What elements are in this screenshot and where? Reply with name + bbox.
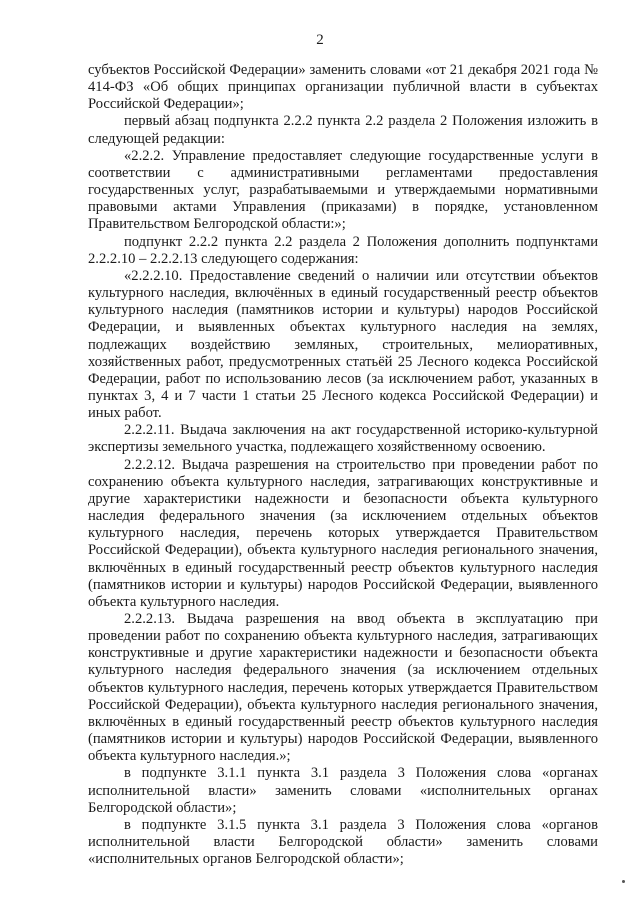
paragraph-amendment-2-2-2-first: первый абзац подпункта 2.2.2 пункта 2.2 раздела 2 Положения изложить в следующей редакции: [88,113,598,147]
paragraph-quote-2-2-2: «2.2.2. Управление предоставляет следующие государственные услуги в соответствии с административными регламентами предоставления государственных услуг, разрабатываемыми и утверждаемыми нормативными правовыми актами Управления (приказами) в порядке, установленном Правительством Белгородской области:»; [88,147,598,233]
paragraph-amendment-add-subitems: подпункт 2.2.2 пункта 2.2 раздела 2 Положения дополнить подпунктами 2.2.2.10 – 2.2.2.13 следующего содержания: [88,233,598,267]
paragraph-2-2-2-12: 2.2.2.12. Выдача разрешения на строительство при проведении работ по сохранению объекта культурного наследия, затрагивающих конструктивные и другие характеристики надежности и безопасности объекта культурного наследия федерального значения (за исключением отдельных объектов культурного наследия, перечень которых утверждается Правительством Российской Федерации), объекта культурного наследия регионального значения, включённых в единый государственный реестр объектов культурного наследия (памятников истории и культуры) народов Российской Федерации, выявленного объекта культурного наследия. [88,456,598,610]
paragraph-amendment-3-1-1: в подпункте 3.1.1 пункта 3.1 раздела 3 Положения слова «органах исполнительной власти» заменить словами «исполнительных органах Белгородской области»; [88,765,598,816]
paragraph-2-2-2-13: 2.2.2.13. Выдача разрешения на ввод объекта в эксплуатацию при проведении работ по сохранению объекта культурного наследия, затрагивающих конструктивные и другие характеристики надежности и безопасности объекта культурного наследия федерального значения (за исключением отдельных объектов культурного наследия, перечень которых утверждается Правительством Российской Федерации), объекта культурного наследия регионального значения, включённых в единый государственный реестр объектов культурного наследия (памятников истории и культуры) народов Российской Федерации, выявленного объекта культурного наследия.»; [88,611,598,765]
paragraph-2-2-2-11: 2.2.2.11. Выдача заключения на акт государственной историко-культурной экспертизы земельного участка, подлежащего хозяйственному освоению. [88,422,598,456]
paragraph-continuation: субъектов Российской Федерации» заменить словами «от 21 декабря 2021 года № 414-ФЗ «Об общих принципах организации публичной власти в субъектах Российской Федерации»; [88,62,598,113]
paragraph-amendment-3-1-5: в подпункте 3.1.5 пункта 3.1 раздела 3 Положения слова «органов исполнительной власти Белгородской области» заменить словами «исполнительных органов Белгородской области»; [88,816,598,868]
page-number: 2 [316,32,324,48]
document-body [88,62,598,868]
paragraph-2-2-2-10: «2.2.2.10. Предоставление сведений о наличии или отсутствии объектов культурного наследия, включённых в единый государственный реестр объектов культурного наследия (памятников истории и культуры) народов Российской Федерации, и выявленных объектах культурного наследия на землях, подлежащих воздействию земляных, строительных, мелиоративных, хозяйственных работ, предусмотренных статьёй 25 Лесного кодекса Российской Федерации, работ по использованию лесов (за исключением работ, указанных в пунктах 3, 4 и 7 части 1 статьи 25 Лесного кодекса Российской Федерации) и иных работ. [88,267,598,422]
scan-artifact [622,880,625,883]
